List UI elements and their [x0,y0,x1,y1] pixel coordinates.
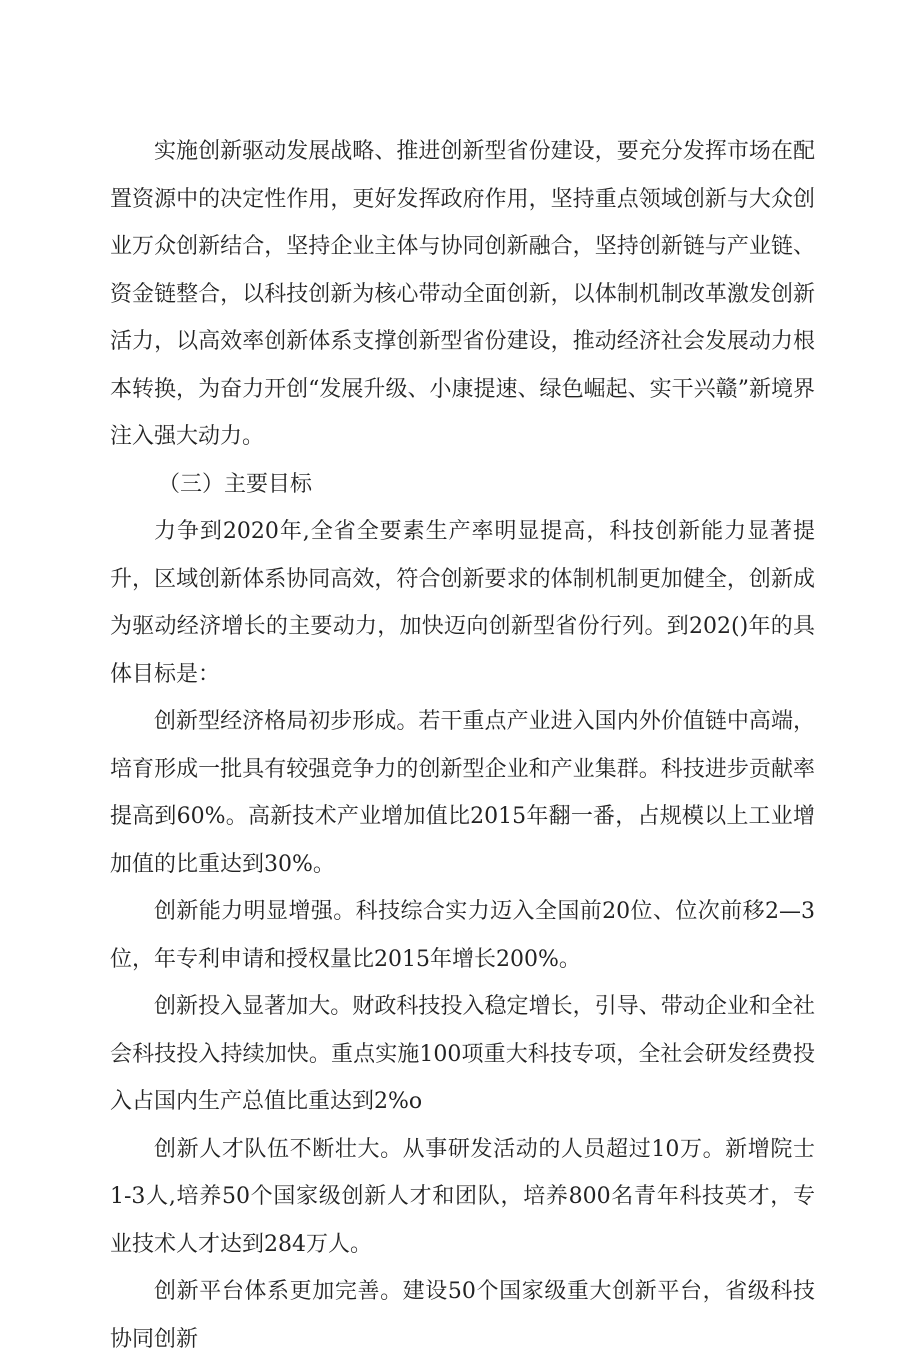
paragraph-overall-goal: 力争到2020年,全省全要素生产率明显提高，科技创新能力显著提升，区域创新体系协同高效，符合创新要求的体制机制更加健全，创新成为驱动经济增长的主要动力，加快迈向创新型省份行列。到202()年的具体目标是： [110,519,815,687]
paragraph-strategy: 实施创新驱动发展战略、推进创新型省份建设，要充分发挥市场在配置资源中的决定性作用，更好发挥政府作用，坚持重点领域创新与大众创业万众创新结合，坚持企业主体与协同创新融合，坚持创新链与产业链、资金链整合，以科技创新为核心带动全面创新，以体制机制改革激发创新活力，以高效率创新体系支撑创新型省份建设，推动经济社会发展动力根本转换，为奋力开创“发展升级、小康提速、绿色崛起、实干兴赣”新境界注入强大动力。 [110,139,815,449]
paragraph-innovation-capacity: 创新能力明显增强。科技综合实力迈入全国前20位、位次前移2—3位，年专利申请和授权量比2015年增长200%。 [110,899,815,972]
paragraph-innovative-economy: 创新型经济格局初步形成。若干重点产业进入国内外价值链中高端，培育形成一批具有较强竞争力的创新型企业和产业集群。科技进步贡献率提高到60%。高新技术产业增加值比2015年翻一番，占规模以上工业增加值的比重达到30%。 [110,709,815,877]
document-body [110,128,815,1363]
section-heading: （三）主要目标 [158,471,313,497]
paragraph-talent: 创新人才队伍不断壮大。从事研发活动的人员超过10万。新增院士1-3人,培养50个国家级创新人才和团队，培养800名青年科技英才，专业技术人才达到284万人。 [110,1136,815,1257]
paragraph-innovation-investment: 创新投入显著加大。财政科技投入稳定增长，引导、带动企业和全社会科技投入持续加快。重点实施100项重大科技专项，全社会研发经费投入占国内生产总值比重达到2%o [110,994,815,1114]
paragraph-platforms: 创新平台体系更加完善。建设50个国家级重大创新平台，省级科技协同创新 [110,1279,815,1352]
